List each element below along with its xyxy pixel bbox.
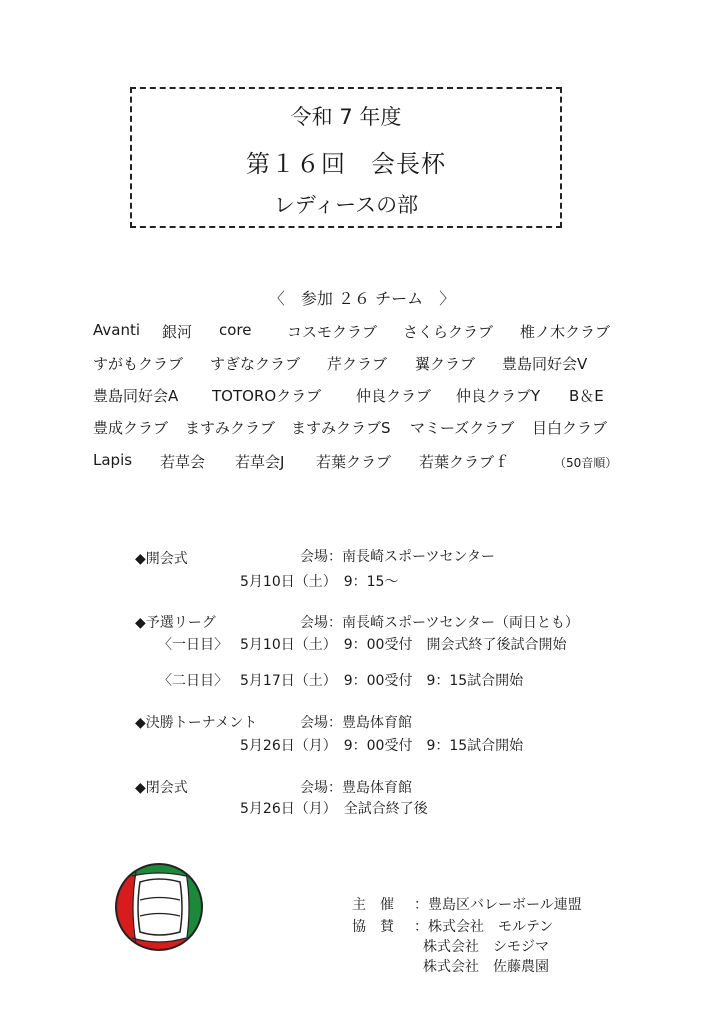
team-name: 仲良クラブ bbox=[356, 387, 432, 405]
sponsor-3: 株式会社 佐藤農園 bbox=[423, 959, 549, 975]
team-name: 椎ノ木クラブ bbox=[520, 323, 611, 341]
team-name: 若草会J bbox=[235, 453, 285, 471]
team-name: さくらクラブ bbox=[403, 323, 494, 341]
title-tournament: 第１６回 会長杯 bbox=[246, 150, 446, 178]
closing-label: ◆閉会式 bbox=[135, 780, 188, 796]
prelim-day1-detail: 5月10日（土） 9：00受付 開会式終了後試合開始 bbox=[240, 637, 567, 653]
opening-venue: 会場：南長崎スポーツセンター bbox=[300, 549, 495, 565]
team-name: 若葉クラブ bbox=[316, 453, 392, 471]
opening-label: ◆開会式 bbox=[135, 551, 188, 567]
team-name: マミーズクラブ bbox=[410, 419, 515, 437]
team-name: 銀河 bbox=[162, 323, 193, 341]
team-name: すがもクラブ bbox=[93, 355, 184, 373]
team-name: ますみクラブ bbox=[185, 419, 276, 437]
team-name: 仲良クラブY bbox=[456, 387, 541, 405]
team-name: コスモクラブ bbox=[287, 323, 378, 341]
prelim-day2-detail: 5月17日（土） 9：00受付 9：15試合開始 bbox=[240, 673, 524, 689]
sponsor-1: ：株式会社 モルテン bbox=[414, 919, 554, 935]
team-name: 目白クラブ bbox=[532, 419, 608, 437]
closing-datetime: 5月26日（月） 全試合終了後 bbox=[240, 801, 428, 817]
title-division: レディースの部 bbox=[273, 193, 419, 217]
sponsor-2: 株式会社 シモジマ bbox=[423, 939, 549, 955]
team-name: Lapis bbox=[93, 451, 133, 469]
prelim-label: ◆予選リーグ bbox=[135, 615, 216, 631]
title-box bbox=[130, 87, 562, 228]
team-name: すぎなクラブ bbox=[210, 355, 301, 373]
participants-heading: 〈 参加 ２６ チーム 〉 bbox=[268, 289, 456, 308]
volleyball-icon bbox=[112, 862, 206, 952]
organizer: ：豊島区バレーボール連盟 bbox=[414, 897, 582, 913]
final-label: ◆決勝トーナメント bbox=[135, 715, 258, 731]
organizer-label: 主 催 bbox=[352, 897, 394, 913]
team-name: 豊島同好会A bbox=[93, 387, 179, 405]
final-venue: 会場：豊島体育館 bbox=[300, 715, 412, 731]
prelim-day1-label: 〈一日目〉 bbox=[158, 637, 228, 653]
team-name: core bbox=[219, 321, 252, 339]
team-name: 若草会 bbox=[160, 453, 206, 471]
team-name: 豊島同好会V bbox=[502, 355, 588, 373]
closing-venue: 会場：豊島体育館 bbox=[300, 780, 412, 796]
team-name: 若葉クラブｆ bbox=[419, 453, 510, 471]
opening-datetime: 5月10日（土） 9：15〜 bbox=[240, 574, 399, 590]
prelim-day2-label: 〈二日目〉 bbox=[158, 673, 228, 689]
team-name: 豊成クラブ bbox=[93, 419, 169, 437]
team-name: 翼クラブ bbox=[415, 355, 476, 373]
team-name: 芹クラブ bbox=[327, 355, 388, 373]
order-note: （50音順） bbox=[554, 456, 618, 470]
team-name: TOTOROクラブ bbox=[212, 387, 322, 405]
prelim-venue: 会場：南長崎スポーツセンター（両日とも） bbox=[300, 615, 579, 631]
final-datetime: 5月26日（月） 9：00受付 9：15試合開始 bbox=[240, 738, 524, 754]
footer bbox=[352, 894, 712, 984]
team-name: ますみクラブS bbox=[291, 419, 391, 437]
sponsor-label: 協 賛 bbox=[352, 919, 394, 935]
team-name: B＆E bbox=[569, 387, 604, 405]
title-year: 令和 7 年度 bbox=[290, 105, 402, 129]
team-name: Avanti bbox=[93, 321, 141, 339]
